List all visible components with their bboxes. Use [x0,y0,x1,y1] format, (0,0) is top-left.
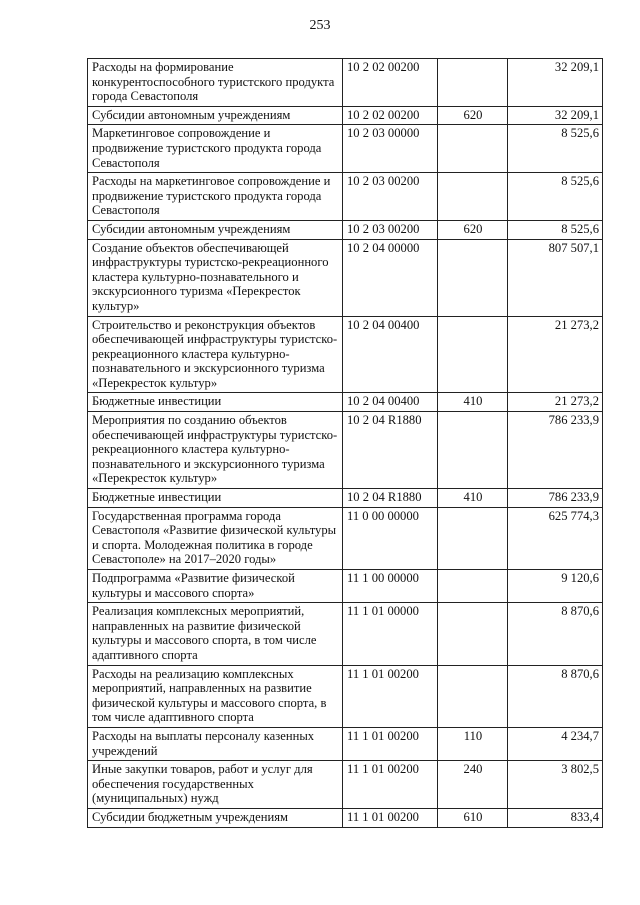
row-sum: 3 802,5 [508,761,603,809]
row-type [438,173,508,221]
row-type [438,507,508,569]
table-row [88,603,603,665]
row-type [438,59,508,107]
row-type [438,603,508,665]
row-code: 11 1 01 00200 [343,808,438,827]
table-row [88,570,603,603]
row-name: Расходы на формирование конкурентоспособного туристского продукта города Севастополя [88,59,343,107]
row-code: 10 2 04 00400 [343,316,438,393]
table-row [88,59,603,107]
row-type [438,412,508,489]
row-sum: 8 525,6 [508,220,603,239]
row-code: 10 2 03 00000 [343,125,438,173]
row-name: Государственная программа города Севастополя «Развитие физической культуры и спорта. Молодежная политика в городе Севастополе» на 2017–2020 годы» [88,507,343,569]
row-name: Подпрограмма «Развитие физической культуры и массового спорта» [88,570,343,603]
table-row [88,808,603,827]
row-code: 10 2 03 00200 [343,220,438,239]
row-code: 10 2 03 00200 [343,173,438,221]
row-code: 10 2 04 R1880 [343,412,438,489]
page-number: 253 [309,18,331,33]
row-sum: 807 507,1 [508,239,603,316]
row-name: Строительство и реконструкция объектов обеспечивающей инфраструктуры туристско-рекреационного кластера культурно-познавательного и экскурсионного туризма «Перекресток культур» [88,316,343,393]
table-row [88,489,603,508]
row-type: 620 [438,106,508,125]
row-type: 410 [438,489,508,508]
row-sum: 8 525,6 [508,125,603,173]
row-code: 10 2 04 R1880 [343,489,438,508]
row-sum: 9 120,6 [508,570,603,603]
row-sum: 32 209,1 [508,59,603,107]
table-row [88,316,603,393]
row-sum: 8 525,6 [508,173,603,221]
row-type: 240 [438,761,508,809]
row-name: Мероприятия по созданию объектов обеспечивающей инфраструктуры туристско-рекреационного кластера культурно-познавательного и экскурсионного туризма «Перекресток культур» [88,412,343,489]
row-name: Расходы на реализацию комплексных мероприятий, направленных на развитие физической культуры и массового спорта, в том числе адаптивного спорта [88,665,343,727]
row-sum: 786 233,9 [508,489,603,508]
row-name: Реализация комплексных мероприятий, направленных на развитие физической культуры и массового спорта, в том числе адаптивного спорта [88,603,343,665]
table-row [88,239,603,316]
row-code: 11 1 01 00200 [343,727,438,760]
row-type: 410 [438,393,508,412]
row-sum: 625 774,3 [508,507,603,569]
row-type [438,665,508,727]
row-name: Бюджетные инвестиции [88,393,343,412]
table-row [88,393,603,412]
table-row [88,761,603,809]
row-type [438,239,508,316]
table-row [88,665,603,727]
row-code: 11 1 01 00000 [343,603,438,665]
row-code: 10 2 04 00000 [343,239,438,316]
table-row [88,173,603,221]
table-row [88,125,603,173]
row-type [438,125,508,173]
row-name: Иные закупки товаров, работ и услуг для обеспечения государственных (муниципальных) нужд [88,761,343,809]
row-name: Маркетинговое сопровождение и продвижение туристского продукта города Севастополя [88,125,343,173]
row-code: 11 1 00 00000 [343,570,438,603]
row-code: 10 2 04 00400 [343,393,438,412]
row-type: 110 [438,727,508,760]
row-code: 11 1 01 00200 [343,665,438,727]
row-name: Создание объектов обеспечивающей инфраструктуры туристско-рекреационного кластера культурно-познавательного и экскурсионного туризма «Перекресток культур» [88,239,343,316]
row-name: Субсидии автономным учреждениям [88,220,343,239]
row-sum: 21 273,2 [508,393,603,412]
row-sum: 21 273,2 [508,316,603,393]
row-sum: 4 234,7 [508,727,603,760]
row-name: Расходы на маркетинговое сопровождение и продвижение туристского продукта города Севастополя [88,173,343,221]
table-row [88,727,603,760]
row-sum: 8 870,6 [508,603,603,665]
row-name: Расходы на выплаты персоналу казенных учреждений [88,727,343,760]
table-row [88,412,603,489]
row-code: 11 0 00 00000 [343,507,438,569]
table-row [88,220,603,239]
row-type [438,570,508,603]
row-type: 610 [438,808,508,827]
row-name: Бюджетные инвестиции [88,489,343,508]
row-type: 620 [438,220,508,239]
table-row [88,507,603,569]
budget-table-body [88,59,603,828]
row-sum: 833,4 [508,808,603,827]
row-sum: 8 870,6 [508,665,603,727]
budget-table [87,58,603,828]
row-sum: 786 233,9 [508,412,603,489]
table-row [88,106,603,125]
row-code: 11 1 01 00200 [343,761,438,809]
row-type [438,316,508,393]
row-code: 10 2 02 00200 [343,106,438,125]
row-sum: 32 209,1 [508,106,603,125]
row-name: Субсидии автономным учреждениям [88,106,343,125]
row-code: 10 2 02 00200 [343,59,438,107]
row-name: Субсидии бюджетным учреждениям [88,808,343,827]
